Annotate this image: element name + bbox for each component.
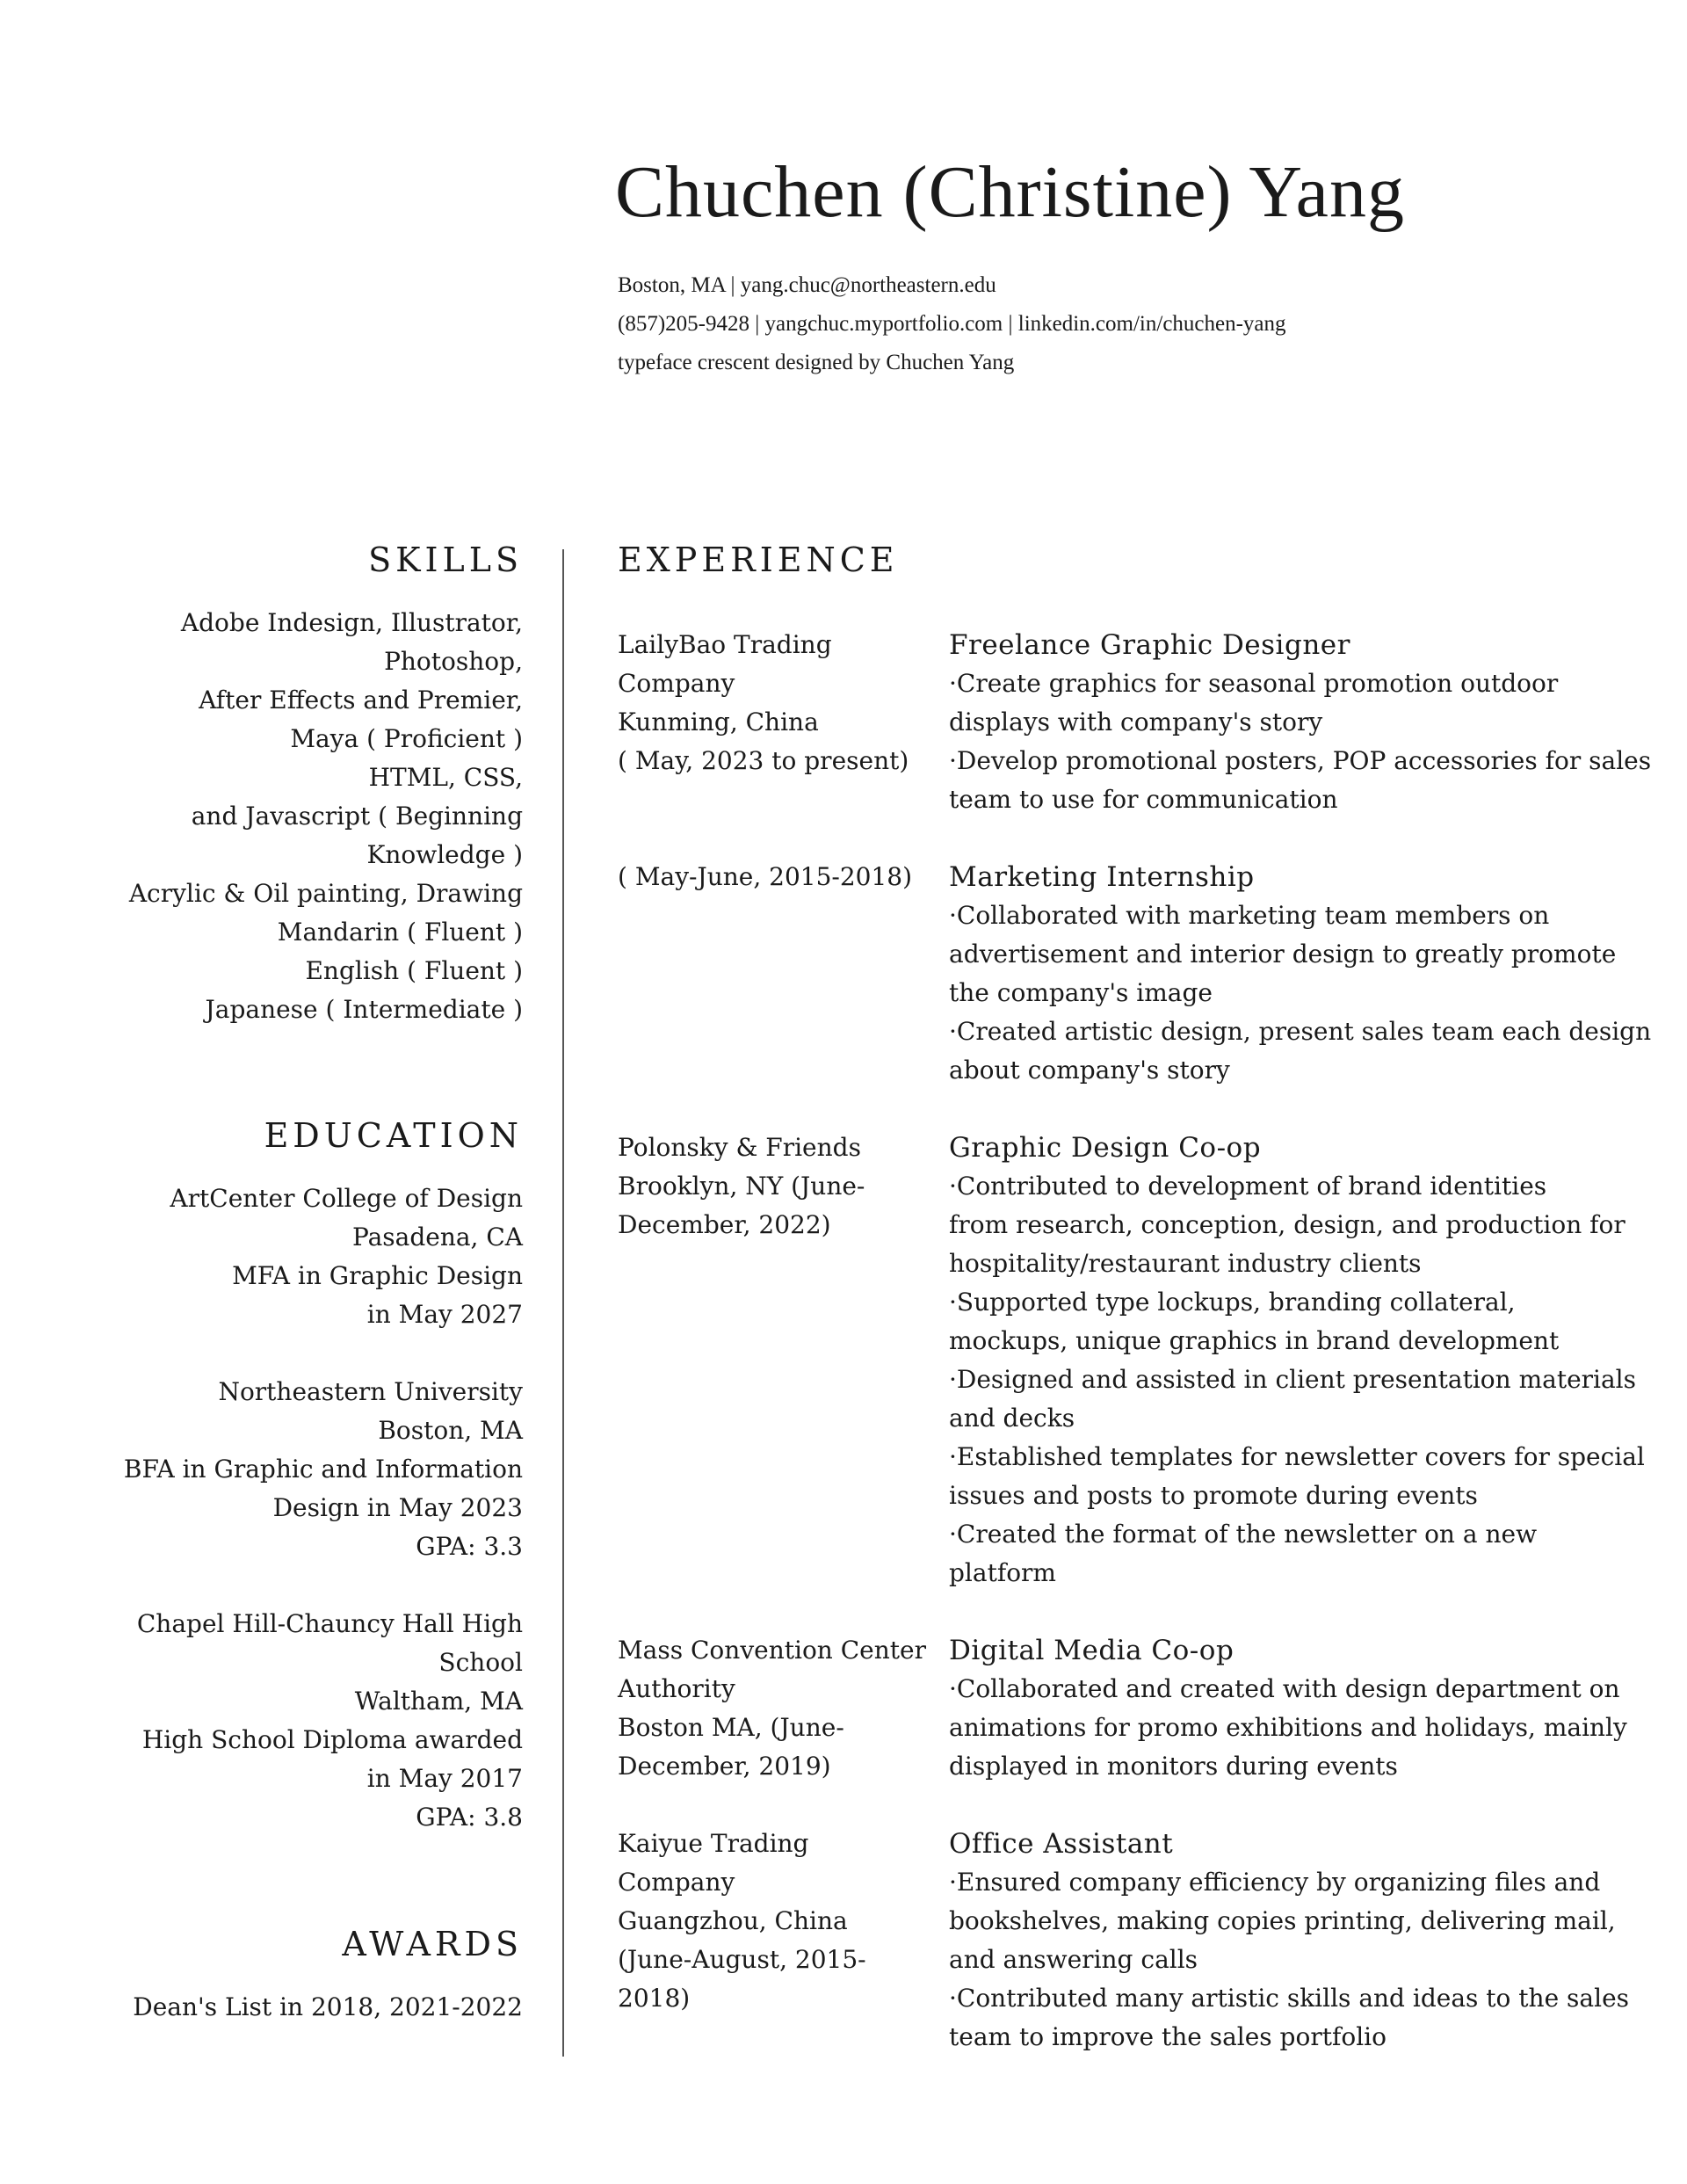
school-line: Pasadena, CA [351,1223,523,1252]
employer-line: Kaiyue Trading [618,1829,809,1858]
award-line: Dean's List in 2018, 2021-2022 [133,1992,523,2021]
job-bullet-line: ·Collaborated and created with design department on [949,1674,1620,1703]
job-bullet-line: ·Established templates for newsletter covers for special [949,1442,1645,1471]
skill-line: Adobe Indesign, Illustrator, [180,608,523,637]
job-bullet-line: mockups, unique graphics in brand development [949,1326,1560,1355]
job-bullet-line: from research, conception, design, and production for [949,1210,1625,1239]
employer-info [618,1128,916,1244]
employer-line: ( May, 2023 to present) [618,746,909,775]
school-line: High School Diploma awarded [141,1725,523,1754]
employer-line: (June-August, 2015- [618,1945,866,1974]
job-bullet-line: displays with company's story [949,707,1323,736]
employer-line: 2018) [618,1984,691,2013]
column-divider [562,549,564,2057]
job-bullet-line: and answering calls [949,1945,1198,1974]
job-bullet-line: ·Ensured company efficiency by organizing files and [949,1868,1601,1897]
employer-line: Boston MA, (June- [618,1713,844,1742]
school-line: GPA: 3.8 [416,1803,523,1832]
school-line: School [438,1648,523,1677]
job-bullet-line: about company's story [949,1056,1230,1085]
skill-line: Japanese ( Intermediate ) [205,995,523,1024]
school-line: Design in May 2023 [272,1493,523,1522]
school-line: GPA: 3.3 [416,1532,523,1561]
job-entry [949,626,1652,819]
employer-line: Company [618,669,735,698]
job-bullet-line: team to improve the sales portfolio [949,2022,1387,2051]
job-title: Marketing Internship [949,861,1255,893]
job-title: Digital Media Co-op [949,1635,1234,1666]
experience-heading: EXPERIENCE [618,541,899,579]
skill-line: English ( Fluent ) [305,956,523,985]
school-line: Chapel Hill-Chauncy Hall High [136,1609,523,1638]
job-bullet-line: ·Created artistic design, present sales team each design [949,1017,1652,1046]
skills-section [31,541,523,1029]
job-bullet-line: animations for promo exhibitions and holidays, mainly [949,1713,1627,1742]
job-bullet-line: platform [949,1558,1056,1587]
job-bullet-line: ·Develop promotional posters, POP accessories for sales [949,746,1652,775]
job-bullet-line: ·Designed and assisted in client presentation materials [949,1365,1637,1394]
contact-info [618,266,1286,382]
job-bullet-line: ·Created the format of the newsletter on a new [949,1520,1538,1549]
awards-section [31,1925,523,2027]
job-bullet-line: ·Contributed to development of brand identities [949,1172,1547,1201]
job-bullet-line: bookshelves, making copies printing, delivering mail, [949,1906,1616,1935]
school-line: BFA in Graphic and Information [123,1455,523,1484]
employer-info [618,858,916,896]
employer-line: Brooklyn, NY (June- [618,1172,865,1201]
job-bullet-line: hospitality/restaurant industry clients [949,1249,1422,1278]
employer-info [618,626,916,780]
contact-line: (857)205-9428 | yangchuc.myportfolio.com | linkedin.com/in/chuchen-yang [618,312,1286,336]
school-line: in May 2027 [366,1300,523,1329]
employer-info [618,1631,926,1786]
job-bullet-line: issues and posts to promote during events [949,1481,1478,1510]
school-line: MFA in Graphic Design [232,1261,523,1290]
school-entry [31,1373,523,1566]
employer-line: Polonsky & Friends [618,1133,861,1162]
employer-line: ( May-June, 2015-2018) [618,862,913,891]
skills-list [31,604,523,1029]
job-title: Office Assistant [949,1828,1174,1860]
education-section [31,1116,523,1837]
job-bullet-line: advertisement and interior design to greatly promote [949,940,1617,969]
job-entry [949,1631,1652,1786]
school-entry [31,1605,523,1837]
job-bullet-line: ·Contributed many artistic skills and ideas to the sales [949,1984,1630,2013]
school-entry [31,1179,523,1334]
job-entry [949,1128,1652,1593]
job-bullet-line: displayed in monitors during events [949,1752,1398,1781]
skills-heading: SKILLS [368,541,523,579]
employer-line: Authority [618,1674,735,1703]
employer-line: December, 2022) [618,1210,831,1239]
employer-line: Mass Convention Center [618,1636,926,1665]
skill-line: Acrylic & Oil painting, Drawing [128,879,523,908]
job-bullet-line: ·Supported type lockups, branding collateral, [949,1288,1516,1317]
employer-line: December, 2019) [618,1752,831,1781]
employer-line: Kunming, China [618,707,819,736]
awards-list [31,1988,523,2027]
school-line: ArtCenter College of Design [170,1184,523,1213]
skill-line: After Effects and Premier, [199,686,523,715]
job-bullet-line: and decks [949,1404,1075,1433]
school-line: Waltham, MA [354,1687,523,1716]
job-entry [949,858,1652,1090]
job-bullet-line: ·Create graphics for seasonal promotion outdoor [949,669,1559,698]
employer-line: Guangzhou, China [618,1906,848,1935]
job-entry [949,1825,1652,2057]
job-bullet-line: ·Collaborated with marketing team members on [949,901,1550,930]
contact-line: typeface crescent designed by Chuchen Yang [618,351,1015,374]
employer-info [618,1825,916,2018]
job-title: Graphic Design Co-op [949,1132,1262,1164]
employer-line: Company [618,1868,735,1897]
education-heading: EDUCATION [264,1116,523,1155]
skill-line: Photoshop, [384,647,523,676]
skill-line: Knowledge ) [366,840,523,869]
applicant-name: Chuchen (Christine) Yang [615,151,1405,233]
skill-line: Mandarin ( Fluent ) [277,918,523,947]
employer-line: LailyBao Trading [618,630,832,659]
school-line: in May 2017 [366,1764,523,1793]
job-bullet-line: the company's image [949,978,1213,1007]
school-line: Northeastern University [218,1377,523,1406]
awards-heading: AWARDS [342,1925,523,1963]
skill-line: HTML, CSS, [368,763,523,792]
job-title: Freelance Graphic Designer [949,629,1350,661]
skill-line: and Javascript ( Beginning [191,802,523,831]
job-bullet-line: team to use for communication [949,785,1338,814]
school-line: Boston, MA [378,1416,523,1445]
contact-line: Boston, MA | yang.chuc@northeastern.edu [618,273,996,297]
skill-line: Maya ( Proficient ) [290,724,523,753]
